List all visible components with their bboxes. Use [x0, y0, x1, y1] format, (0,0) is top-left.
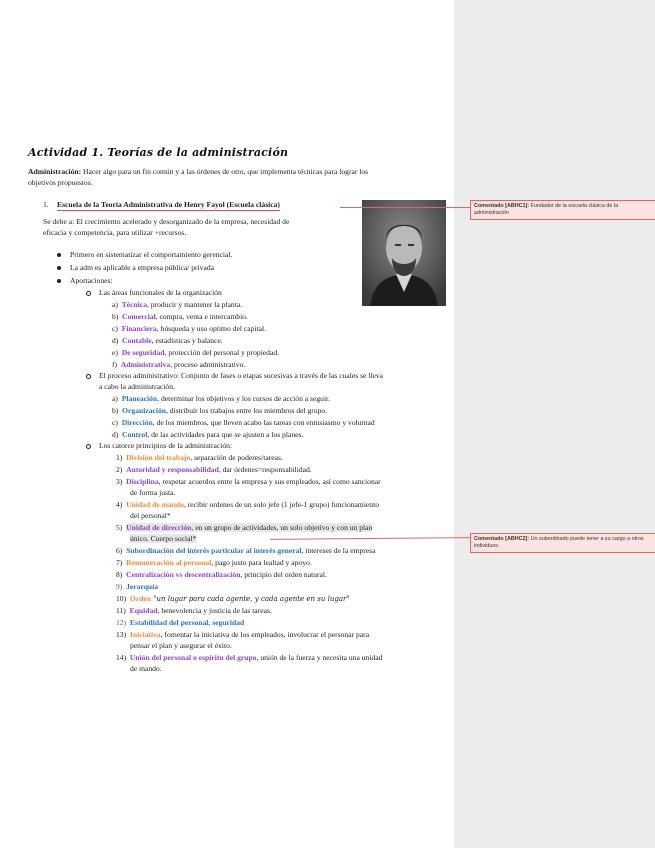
principle-item-cont: del personal* [130, 511, 171, 520]
principle-item: 12) Estabilidad del personal, seguridad [116, 618, 245, 627]
bullet-dot [57, 253, 61, 257]
bullet-item-1: Primero en sistematizar el comportamiento gerencial. [70, 250, 233, 259]
comment-balloon-1[interactable]: Comentado [ABHC1]: Fundador de la escuela clásica de la administración [470, 200, 655, 220]
principle-item: 4) Unidad de mando, recibir ordenes de un solo jefe (1 jefe-1 grupo) funcionamiento [116, 500, 379, 509]
comments-margin [454, 0, 655, 848]
principle-item: 14) Unión del personal o espíritu del grupo, unión de la fuerza y necesita una unidad [116, 653, 383, 662]
comment-connector [340, 207, 470, 208]
principios-heading: Los catorce principios de la administración: [99, 441, 233, 450]
areas-heading: Las áreas funcionales de la organización [99, 288, 222, 297]
bullet-item-2: La adm es aplicable a empresa pública/ privada [70, 263, 215, 272]
bullet-dot [57, 279, 61, 283]
proceso-line-2: a cabo la administración. [99, 382, 175, 391]
area-item: c) Financiera, búsqueda y uso optimo del capital. [112, 324, 266, 333]
principle-item: 11) Equidad, benevolencia y justicia de las tareas. [116, 606, 272, 615]
sub-bullet-circle [86, 444, 91, 449]
henry-fayol-portrait [362, 200, 446, 306]
sub-bullet-circle [86, 291, 91, 296]
principle-item: 6) Subordinación del interés particular al interés general, intereses de la empresa [116, 546, 376, 555]
bullet-dot [57, 266, 61, 270]
principle-item: 3) Disciplina, respetar acuerdos entre la empresa y sus empleados, así como sancionar [116, 477, 381, 486]
section-heading[interactable]: Escuela de la Teoría Administrativa de Henry Fayol (Escuela clásica) [57, 200, 280, 209]
proceso-item: b) Organización, distribuir los trabajos entre los miembros del grupo. [112, 406, 328, 415]
proceso-item: d) Control, de las actividades para que se ajusten a los planes. [112, 430, 304, 439]
area-item: e) De seguridad, protección del personal y propiedad. [112, 348, 280, 357]
proceso-line-1: El proceso administrativo: Conjunto de fases o etapas sucesivas a través de las cuales se lleva [99, 371, 384, 380]
area-item: d) Contable, estadísticas y balance. [112, 336, 223, 345]
principle-item: 1) División del trabajo, separación de poderes/tareas. [116, 453, 283, 462]
area-item: b) Comercial, compra, venta e intercambio. [112, 312, 248, 321]
principle-item: 8) Centralización vs descentralización, principio del orden natural. [116, 570, 327, 579]
comment-balloon-2[interactable]: Comentado [ABHC2]: Un subordinado puede tener a su cargo a otros individuos. [470, 533, 655, 553]
sub-bullet-circle [86, 374, 91, 379]
section-paragraph-1: Se debe a: El crecimiento acelerado y desorganizado de la empresa, necesidad de [43, 217, 290, 226]
intro-line-1: Administración: Hacer algo para un fin común y a las órdenes de otro, que implementa técnicas para lograr los [28, 167, 369, 176]
principle-item: 13) Iniciativa, fomentar la iniciativa de los empleados, involucrar el personar para [116, 630, 370, 639]
area-item: a) Técnica, producir y mantener la planta. [112, 300, 243, 309]
section-paragraph-2: eficacia y competencia, para utilizar +recursos. [43, 228, 187, 237]
principle-item: 10) Orden "un lugar para cada agente, y cada agente en su lugar" [116, 594, 350, 603]
page-title: Actividad 1. Teorías de la administración [28, 146, 289, 159]
principle-item-cont: pensar el plan y asegurar el éxito. [130, 641, 232, 650]
principle-item: 7) Remuneración al personal, pago justo para lealtad y apoyo. [116, 558, 312, 567]
principle-item-commented[interactable]: 5) Unidad de dirección, en un grupo de actividades, un solo objetivo y con un plan [116, 523, 373, 532]
proceso-item: c) Dirección, de los miembros, que lleven acabo las tareas con entusiasmo y voluntad [112, 418, 375, 427]
principle-item-cont: de mando. [130, 664, 162, 673]
principle-item: 9) Jerarquía [116, 582, 159, 591]
section-number: 1. [43, 200, 49, 209]
intro-line-2: objetivos propuestos. [28, 178, 93, 187]
principle-item-cont: único. Cuerpo social* [130, 534, 197, 543]
bullet-item-3: Aportaciones: [70, 276, 113, 285]
principle-item: 2) Autoridad y responsabilidad, dar órdenes=responsabilidad. [116, 465, 312, 474]
area-item: f) Administrativa, proceso administrativo. [112, 360, 246, 369]
principle-item-cont: de forma justa. [130, 488, 176, 497]
proceso-item: a) Planeación, determinar los objetivos y los cursos de acción a seguir. [112, 394, 331, 403]
